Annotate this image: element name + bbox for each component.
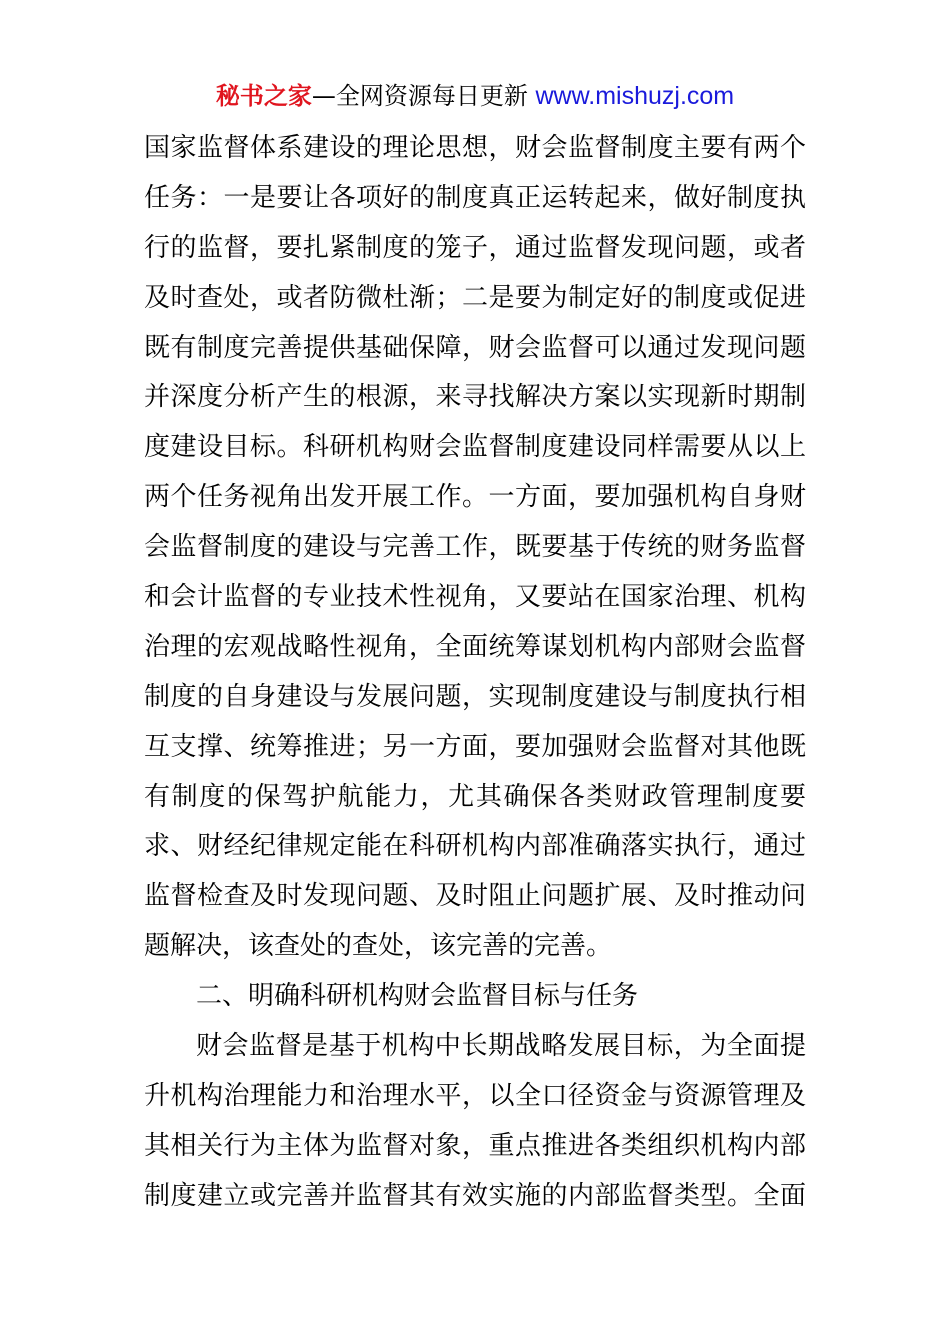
site-tagline: —全网资源每日更新: [311, 82, 528, 110]
text-line: 和会计监督的专业技术性视角，又要站在国家治理、机构: [144, 582, 806, 613]
text-line: 会监督制度的建设与完善工作，既要基于传统的财务监督: [144, 532, 806, 563]
text-line: 监督检查及时发现问题、及时阻止问题扩展、及时推动问: [144, 881, 806, 912]
site-url-link[interactable]: www.mishuzj.com: [535, 82, 735, 110]
text-line: 行的监督，要扎紧制度的笼子，通过监督发现问题，或者: [144, 232, 806, 263]
text-line: 升机构治理能力和治理水平，以全口径资金与资源管理及: [144, 1080, 806, 1111]
text-line: 既有制度完善提供基础保障，财会监督可以通过发现问题: [144, 332, 806, 363]
text-line: 其相关行为主体为监督对象，重点推进各类组织机构内部: [144, 1130, 806, 1161]
text-line: 求、财经纪律规定能在科研机构内部准确落实执行，通过: [144, 831, 806, 862]
site-header: [0, 78, 950, 114]
text-line: 治理的宏观战略性视角，全面统筹谋划机构内部财会监督: [144, 631, 806, 662]
text-line: 制度的自身建设与发展问题，实现制度建设与制度执行相: [144, 681, 806, 712]
text-line: 并深度分析产生的根源，来寻找解决方案以实现新时期制: [144, 382, 806, 413]
section-heading: 二、明确科研机构财会监督目标与任务: [196, 981, 639, 1012]
text-line: 财会监督是基于机构中长期战略发展目标，为全面提: [196, 1031, 806, 1062]
text-line: 两个任务视角出发开展工作。一方面，要加强机构自身财: [144, 482, 806, 513]
text-line: 有制度的保驾护航能力，尤其确保各类财政管理制度要: [144, 781, 806, 812]
text-line: 度建设目标。科研机构财会监督制度建设同样需要从以上: [144, 432, 806, 463]
text-line: 题解决，该查处的查处，该完善的完善。: [144, 931, 613, 962]
text-line: 任务：一是要让各项好的制度真正运转起来，做好制度执: [144, 182, 806, 213]
paragraph-2: [144, 1022, 806, 1222]
text-line: 及时查处，或者防微杜渐；二是要为制定好的制度或促进: [144, 282, 806, 313]
document-body: [144, 124, 806, 1222]
text-line: 互支撑、统筹推进；另一方面，要加强财会监督对其他既: [144, 731, 806, 762]
site-brand: 秘书之家: [215, 82, 312, 110]
text-line: 国家监督体系建设的理论思想，财会监督制度主要有两个: [144, 133, 806, 163]
text-line: 制度建立或完善并监督其有效实施的内部监督类型。全面: [144, 1180, 806, 1211]
paragraph-1: [144, 124, 806, 972]
